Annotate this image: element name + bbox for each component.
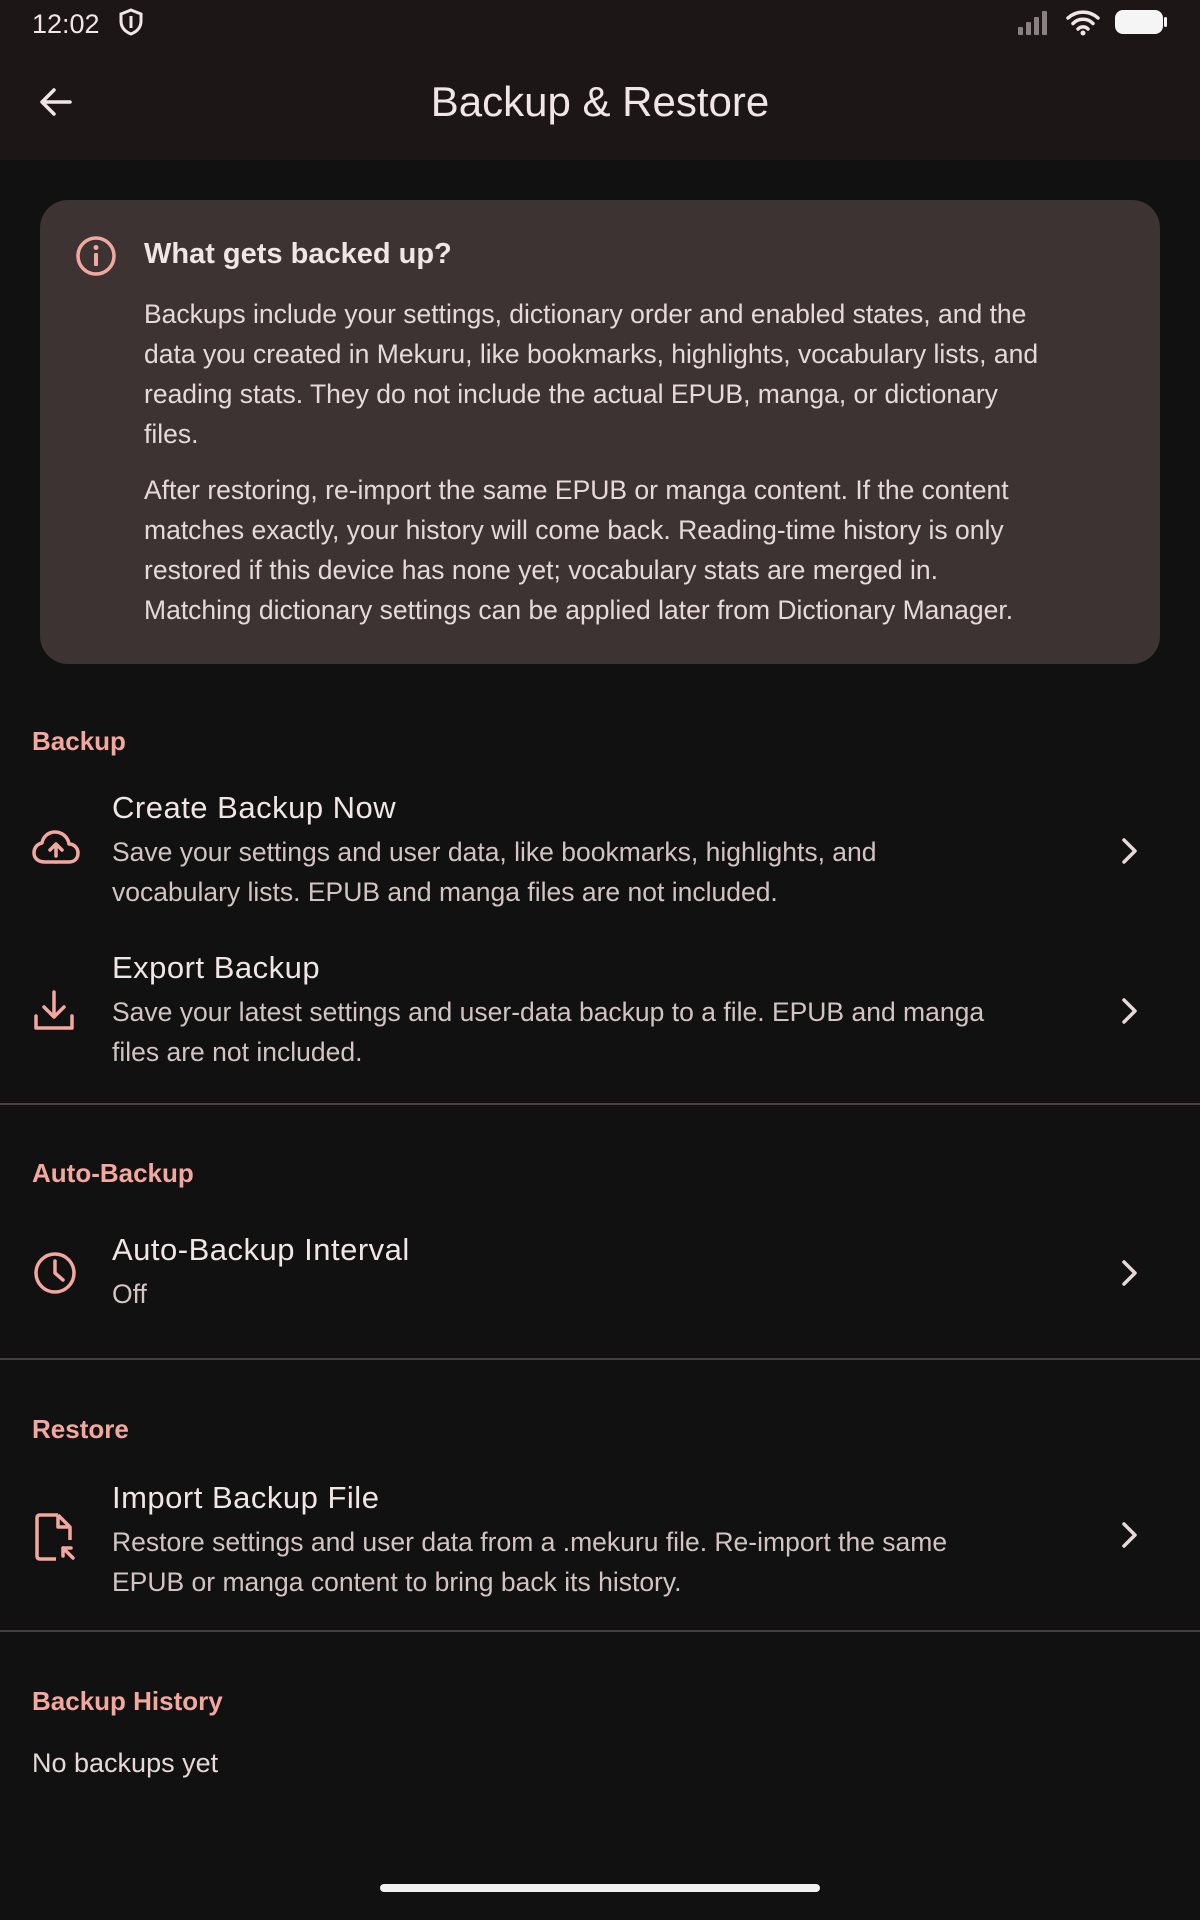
divider [0,1630,1200,1632]
chevron-right-icon [1112,994,1146,1033]
import-backup-file-item[interactable] [0,1466,1200,1616]
chevron-right-icon [1112,1256,1146,1295]
export-backup-title: Export Backup [112,950,321,985]
info-paragraph-1: Backups include your settings, dictionary order and enabled states, and the data you created in Mekuru, like bookmarks, highlights, vocabulary lists, and reading stats. They do not include the actual EPUB, manga, or dictionary files. [144,299,1039,449]
clock-icon [32,1250,78,1301]
auto-backup-interval-item[interactable] [0,1218,1200,1328]
cell-signal-icon [1016,9,1052,40]
create-backup-now-title: Create Backup Now [112,790,397,825]
section-label-backup: Backup [32,726,126,756]
cloud-upload-icon [32,828,80,873]
import-backup-file-subtitle: Restore settings and user data from a .mekuru file. Re-import the same EPUB or manga content to bring back its history. [112,1527,948,1597]
info-card [40,200,1160,664]
section-label-auto-backup: Auto-Backup [32,1158,194,1188]
create-backup-now-item[interactable] [0,776,1200,926]
create-backup-now-subtitle: Save your settings and user data, like bookmarks, highlights, and vocabulary lists. EPUB and manga files are not included. [112,837,877,907]
page-title: Backup & Restore [430,78,770,125]
backup-history-empty-text: No backups yet [32,1748,219,1778]
wifi-icon [1066,8,1100,41]
chevron-right-icon [1112,834,1146,873]
divider [0,1103,1200,1105]
divider [0,1358,1200,1360]
battery-icon [1114,8,1168,41]
shield-icon [118,8,144,41]
export-backup-subtitle: Save your latest settings and user-data backup to a file. EPUB and manga files are not included. [112,997,985,1067]
info-icon [74,234,118,283]
home-indicator[interactable] [380,1884,820,1892]
download-icon [32,988,76,1037]
app-bar [0,48,1200,160]
chevron-right-icon [1112,1518,1146,1557]
export-backup-item[interactable] [0,936,1200,1086]
info-paragraph-2: After restoring, re-import the same EPUB or manga content. If the content matches exactly, your history will come back. Reading-time history is only restored if this device has none yet; vocabulary stats are merged in. Matching dictionary settings can be applied later from Dictionary Manager. [144,475,1014,625]
section-label-restore: Restore [32,1414,129,1444]
status-bar [0,0,1200,48]
status-time: 12:02 [32,8,100,39]
import-backup-file-title: Import Backup File [112,1480,380,1515]
auto-backup-interval-title: Auto-Backup Interval [112,1232,410,1267]
section-label-backup-history: Backup History [32,1686,223,1716]
info-card-title: What gets backed up? [144,238,452,270]
file-import-icon [32,1512,78,1567]
auto-backup-interval-value: Off [112,1279,147,1309]
